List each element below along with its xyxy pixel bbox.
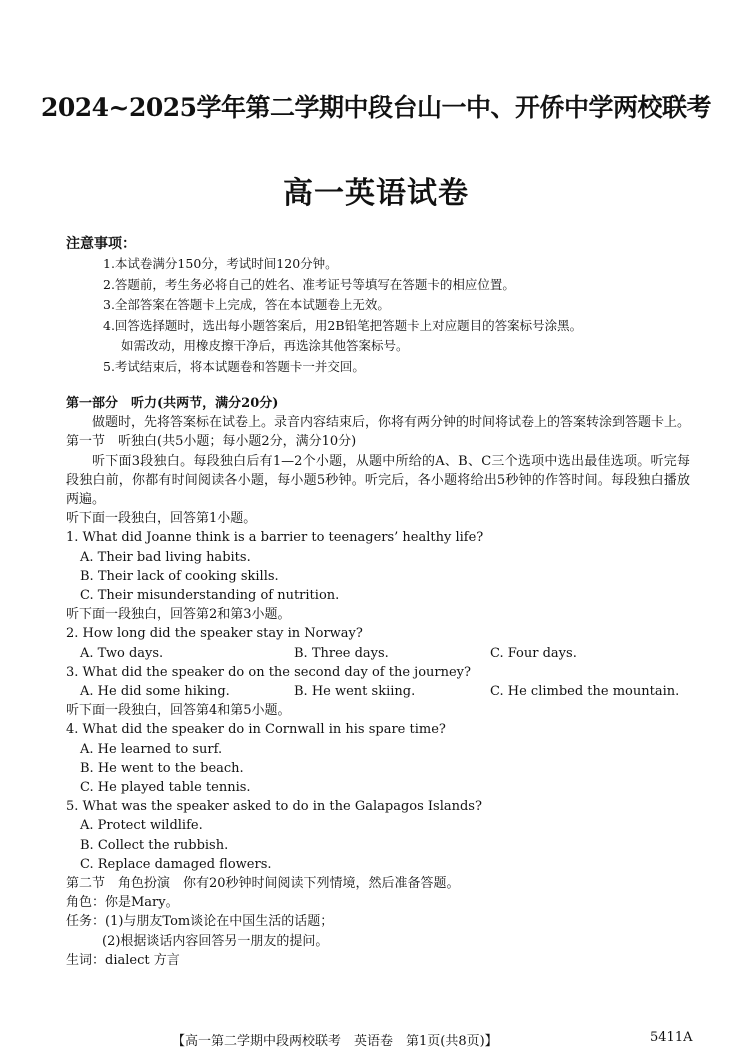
option-b: B. Three days. [294,645,389,661]
task-line: (2)根据谈话内容回答另一朋友的提问。 [102,933,329,949]
option-c: C. He played table tennis. [80,780,251,796]
option-b: B. He went to the beach. [80,760,244,776]
options-row [66,644,690,663]
listening-part [66,394,690,970]
option-a: A. Two days. [80,645,164,661]
question-2: 2. How long did the speaker stay in Norway? [66,626,363,642]
option-b: B. He went skiing. [294,684,416,700]
notes-item: 5.考试结束后，将本试题卷和答题卡一并交回。 [103,358,365,374]
option-a: A. Their bad living habits. [80,549,251,565]
exam-subtitle: 高一英语试卷 [283,176,469,211]
notes-item: 2.答题前，考生务必将自己的姓名、准考证号等填写在答题卡的相应位置。 [103,276,515,292]
question-1: 1. What did Joanne think is a barrier to teenagers’ healthy life? [66,530,484,546]
section2-heading: 第二节 角色扮演 你有20秒钟时间阅读下列情境，然后准备答题。 [66,876,460,892]
option-c: C. Four days. [490,645,577,661]
task-line: 任务：(1)与朋友Tom谈论在中国生活的话题； [66,914,334,930]
notes-heading: 注意事项： [66,236,136,252]
option-a: A. He learned to surf. [80,741,223,757]
footer-label: 【高一第二学期中段两校联考 英语卷 第1页(共8页)】 [172,1034,498,1049]
question-5: 5. What was the speaker asked to do in the Galapagos Islands? [66,799,482,815]
question-3: 3. What did the speaker do on the second day of the journey? [66,664,471,680]
options-row [66,682,690,701]
notes-item: 如需改动，用橡皮擦干净后，再选涂其他答案标号。 [121,338,409,353]
notes-list [103,254,703,377]
option-a: A. He did some hiking. [80,684,230,700]
notes-item: 4.回答选择题时，选出每小题答案后，用2B铅笔把答题卡上对应题目的答案标号涂黑。 [103,317,583,333]
exam-title: 2024~2025学年第二学期中段台山一中、开侨中学两校联考 [40,93,712,122]
question-4: 4. What did the speaker do in Cornwall in his spare time? [66,722,446,738]
vocab-line: 生词：dialect 方言 [66,952,180,968]
notes-item: 1.本试卷满分150分，考试时间120分钟。 [103,256,338,271]
option-b: B. Collect the rubbish. [80,837,229,853]
paper-code: 5411A [650,1030,693,1045]
option-c: C. He climbed the mountain. [490,684,680,700]
monologue-prompt: 听下面一段独白，回答第1小题。 [66,511,257,527]
option-a: A. Protect wildlife. [80,818,203,834]
section1-heading: 第一节 听独白(共5小题；每小题2分，满分10分) [66,434,357,450]
monologue-prompt: 听下面一段独白，回答第4和第5小题。 [66,703,291,719]
role-line: 角色：你是Mary。 [66,895,179,911]
part1-heading: 第一部分 听力(共两节，满分20分) [66,396,279,411]
section1-instructions: 听下面3段独白。每段独白后有1—2个小题，从题中所给的A、B、C三个选项中选出最佳选项。听完每段独白前，你都有时间阅读各小题，每小题5秒钟。听完后，各小题将给出5秒钟的作答时间。每段独白播放两遍。 [66,453,690,508]
option-c: C. Their misunderstanding of nutrition. [80,588,340,604]
option-b: B. Their lack of cooking skills. [80,568,279,584]
option-c: C. Replace damaged flowers. [80,856,272,872]
part1-instructions: 做题时，先将答案标在试卷上。录音内容结束后，你将有两分钟的时间将试卷上的答案转涂到答题卡上。 [92,415,691,431]
monologue-prompt: 听下面一段独白，回答第2和第3小题。 [66,607,291,623]
notes-item: 3.全部答案在答题卡上完成，答在本试题卷上无效。 [103,297,390,312]
